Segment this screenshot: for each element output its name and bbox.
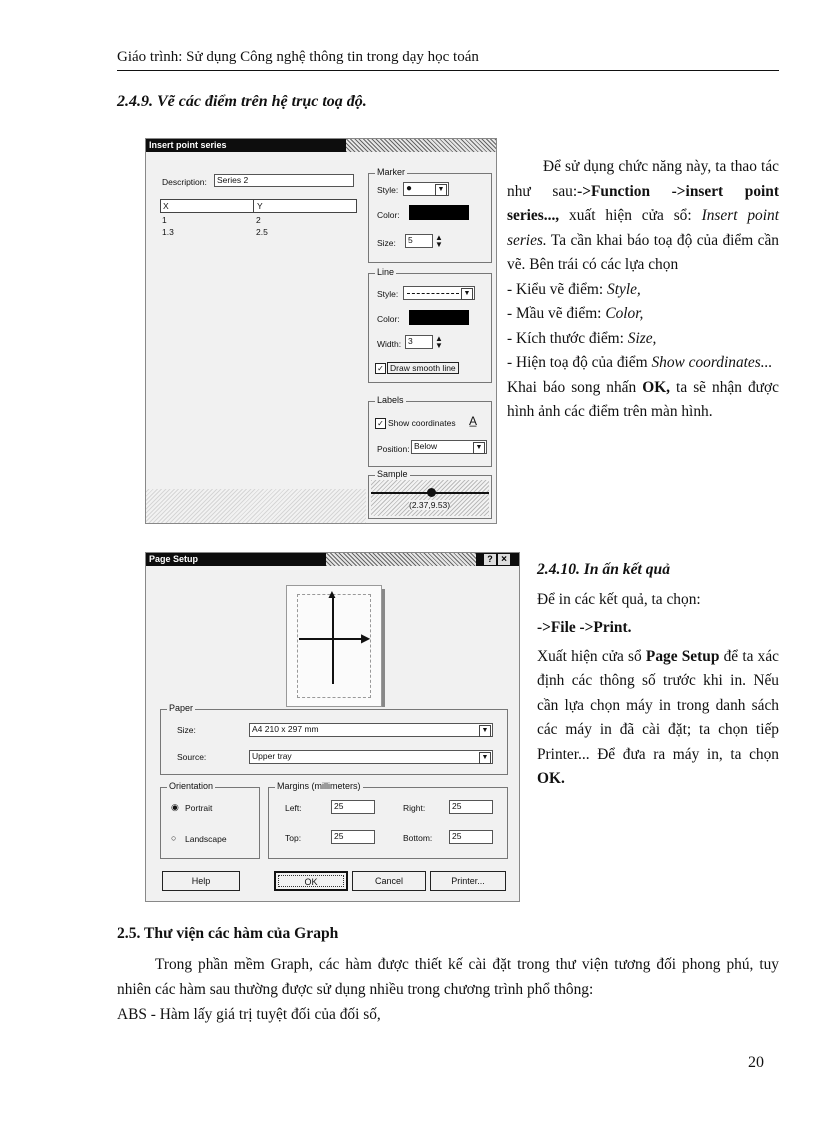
description-label: Description: xyxy=(162,177,207,187)
points-grid-body[interactable] xyxy=(160,213,357,483)
bullet-prefix: - Kích thước điểm: xyxy=(507,329,628,347)
paper-source-label: Source: xyxy=(177,752,207,762)
left-margin-input[interactable]: 25 xyxy=(331,800,375,814)
line-color-swatch[interactable] xyxy=(409,310,469,325)
bullet-show-coordinates xyxy=(507,351,779,376)
closing-a: Khai báo song nhấn xyxy=(507,378,643,396)
arrow-right-icon: ▶ xyxy=(361,631,371,645)
checkbox-checked-icon[interactable]: ✓ xyxy=(375,363,386,374)
marker-color-label: Color: xyxy=(377,210,400,220)
header-rule xyxy=(117,70,779,71)
bullet-prefix: - Kiểu vẽ điểm: xyxy=(507,280,608,298)
closing-ok: OK, xyxy=(642,378,671,396)
bullet-term: Style, xyxy=(607,280,641,298)
line-style-label: Style: xyxy=(377,289,399,299)
radio-empty-icon[interactable]: ○ xyxy=(171,833,177,843)
titlebar-texture xyxy=(346,139,496,152)
orientation-group-label: Orientation xyxy=(169,781,214,791)
chevron-down-icon[interactable]: ▼ xyxy=(479,752,491,764)
preview-horizontal-axis xyxy=(299,638,365,640)
marker-color-swatch[interactable] xyxy=(409,205,469,220)
paper-size-value: A4 210 x 297 mm xyxy=(252,724,319,734)
scan-texture xyxy=(146,489,366,523)
closing-b: ta sẽ nhận được hình ảnh các điểm trên màn hình. xyxy=(507,378,779,420)
bullet-term: Show coordinates... xyxy=(651,354,773,371)
chevron-down-icon[interactable]: ▼ xyxy=(479,725,491,737)
sample-preview-area xyxy=(371,480,489,516)
marker-style-value: ● xyxy=(406,183,413,194)
after-path-text: xuất hiện cửa sổ: xyxy=(559,207,702,224)
printer-button[interactable]: Printer... xyxy=(430,871,506,891)
portrait-label[interactable]: Portrait xyxy=(185,803,213,813)
paper-size-select[interactable] xyxy=(249,723,493,737)
chevron-down-icon[interactable]: ▼ xyxy=(473,442,485,454)
left-margin-label: Left: xyxy=(285,803,302,813)
close-icon[interactable]: × xyxy=(498,554,510,565)
marker-style-select[interactable] xyxy=(403,182,449,196)
line-width-label: Width: xyxy=(377,339,402,349)
titlebar-texture xyxy=(326,553,476,566)
line-group-label: Line xyxy=(377,267,395,277)
running-header: Giáo trình: Sử dụng Công nghệ thông tin trong dạy học toán xyxy=(117,49,479,65)
section-2410-heading: 2.4.10. In ấn kết quả xyxy=(537,561,671,578)
bullet-size xyxy=(507,327,779,352)
line-style-select[interactable] xyxy=(403,286,475,300)
arrow-up-icon: ▲ xyxy=(326,587,338,601)
help-button[interactable]: Help xyxy=(162,871,240,891)
line-color-label: Color: xyxy=(377,314,400,324)
window-name: Insert point series. xyxy=(507,207,779,249)
bottom-margin-label: Bottom: xyxy=(403,833,433,843)
bullet-term: Color, xyxy=(605,305,644,322)
bullet-style xyxy=(507,278,779,303)
points-grid-header xyxy=(160,199,357,213)
bullet-term: Size, xyxy=(627,329,657,347)
bullet-color xyxy=(507,302,779,327)
show-coordinates-label[interactable]: Show coordinates xyxy=(388,418,456,428)
marker-group xyxy=(368,167,492,263)
top-margin-input[interactable]: 25 xyxy=(331,830,375,844)
dashed-line-preview xyxy=(407,293,459,294)
bullet-prefix: - Hiện toạ độ của điểm xyxy=(507,354,652,371)
labels-group xyxy=(368,395,492,467)
bullet-prefix: - Mầu vẽ điểm: xyxy=(507,305,606,322)
grid-cell[interactable]: 1.3 xyxy=(162,227,174,237)
size-spinner-icon[interactable]: ▲ ▼ xyxy=(435,233,443,249)
description-input[interactable]: Series 2 xyxy=(214,174,354,187)
closing-text xyxy=(507,376,779,425)
section-2410-intro: Để in các kết quả, ta chọn: xyxy=(537,590,701,608)
section-2410-text xyxy=(537,558,779,792)
cancel-button[interactable]: Cancel xyxy=(352,871,426,891)
position-label: Position: xyxy=(377,444,410,454)
sample-group-label: Sample xyxy=(377,469,408,479)
col-x-header: X xyxy=(163,201,169,211)
abs-definition-line: ABS - Hàm lấy giá trị tuyệt đối của đối số, xyxy=(117,1006,381,1023)
line-group xyxy=(368,267,492,383)
grid-cell[interactable]: 2 xyxy=(256,215,261,225)
section-2410-menu-path: ->File ->Print. xyxy=(537,619,632,636)
page-setup-title: Page Setup xyxy=(149,554,199,564)
page-preview xyxy=(286,585,382,707)
top-margin-label: Top: xyxy=(285,833,302,843)
marker-group-label: Marker xyxy=(377,167,406,177)
paper-group xyxy=(160,703,508,775)
paper-source-select[interactable] xyxy=(249,750,493,764)
chevron-down-icon[interactable]: ▼ xyxy=(435,184,447,196)
paper-group-label: Paper xyxy=(169,703,194,713)
body-b: để ta xác định các thông số trước khi in. Nếu cần lựa chọn máy in trong danh sách các máy in đã cài đặt; ta chọn tiếp Printer... Để đưa ra máy in, ta chọn xyxy=(537,647,779,763)
marker-size-label: Size: xyxy=(377,238,396,248)
body-a: Xuất hiện cửa sổ xyxy=(537,647,646,665)
font-settings-icon[interactable]: A̲ xyxy=(469,414,478,428)
radio-selected-icon[interactable]: ◉ xyxy=(171,802,179,812)
help-icon[interactable]: ? xyxy=(484,554,496,565)
section-25-heading: 2.5. Thư viện các hàm của Graph xyxy=(117,925,339,942)
grid-cell[interactable]: 1 xyxy=(162,215,167,225)
ok-button[interactable]: OK xyxy=(274,871,348,891)
page-number: 20 xyxy=(748,1054,764,1071)
grid-divider xyxy=(253,200,254,212)
col-y-header: Y xyxy=(257,201,263,211)
right-margin-input[interactable]: 25 xyxy=(449,800,493,814)
marker-size-input[interactable]: 5 xyxy=(405,234,433,248)
preview-shadow xyxy=(382,589,385,707)
paper-source-value: Upper tray xyxy=(252,751,292,761)
line-width-input[interactable]: 3 xyxy=(405,335,433,349)
body-ok: OK. xyxy=(537,770,565,787)
margins-group-label: Margins (millimeters) xyxy=(277,781,361,791)
width-spinner-icon[interactable]: ▲ ▼ xyxy=(435,334,443,350)
sample-group xyxy=(368,469,492,519)
margins-group xyxy=(268,781,508,859)
after-window-text: Ta cần khai báo toạ độ của điểm cần vẽ. Bên trái có các lựa chọn xyxy=(507,231,779,273)
insert-dialog-title: Insert point series xyxy=(149,140,227,150)
draw-smooth-line-label[interactable]: Draw smooth line xyxy=(387,362,459,374)
section-25-paragraph: Trong phần mềm Graph, các hàm được thiết kế cài đặt trong thư viện tương đối phong phú, tuy nhiên các hàm sau thường được sử dụng nhiều trong chương trình phổ thông: xyxy=(117,956,779,998)
menu-path: ->Function ->insert point series..., xyxy=(507,182,779,224)
page-setup-dialog xyxy=(145,552,520,902)
paper-size-label: Size: xyxy=(177,725,196,735)
bottom-margin-input[interactable]: 25 xyxy=(449,830,493,844)
right-margin-label: Right: xyxy=(403,803,426,813)
checkbox-checked-icon[interactable]: ✓ xyxy=(375,418,386,429)
body-bold: Page Setup xyxy=(645,647,720,665)
section-249-heading: 2.4.9. Vẽ các điểm trên hệ trục toạ độ. xyxy=(117,93,367,110)
preview-vertical-axis xyxy=(332,596,334,684)
chevron-down-icon[interactable]: ▼ xyxy=(461,288,473,300)
labels-group-label: Labels xyxy=(377,395,404,405)
marker-style-label: Style: xyxy=(377,185,399,195)
insert-point-series-dialog xyxy=(145,138,497,524)
sample-point-icon xyxy=(427,488,436,497)
section-249-text xyxy=(507,155,779,425)
intro-text: Để sử dụng chức năng này, ta thao tác như sau: xyxy=(507,158,779,200)
margin-outline xyxy=(297,594,371,698)
orientation-group xyxy=(160,781,260,859)
grid-cell[interactable]: 2.5 xyxy=(256,227,268,237)
position-select[interactable] xyxy=(411,440,487,454)
section-2410-body xyxy=(537,645,779,792)
position-value: Below xyxy=(414,441,438,451)
sample-coordinate-readout: (2.37,9.53) xyxy=(409,500,451,510)
landscape-label[interactable]: Landscape xyxy=(185,834,227,844)
